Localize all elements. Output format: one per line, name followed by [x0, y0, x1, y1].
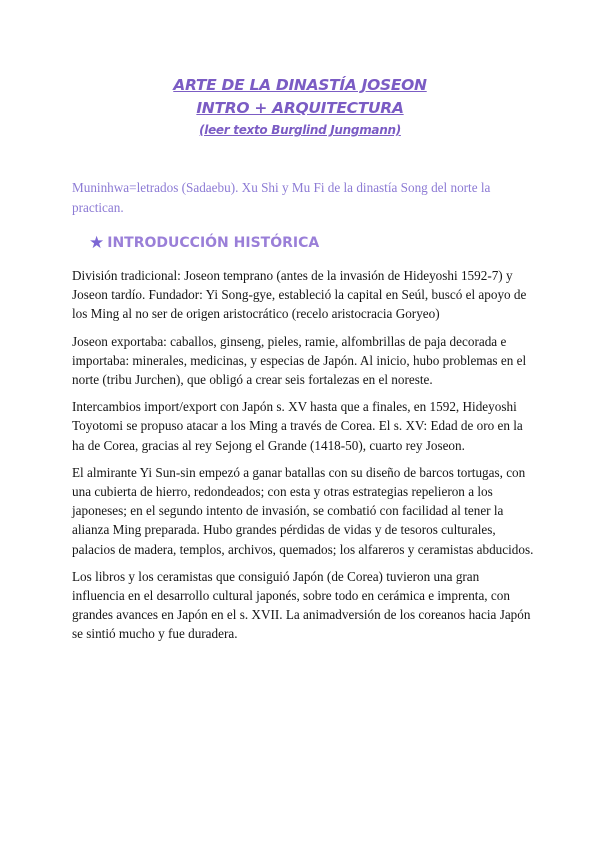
- body-text: [72, 266, 534, 652]
- intro-note: Muninhwa=letrados (Sadaebu). Xu Shi y Mu Fi de la dinastía Song del norte la practican.: [72, 180, 491, 215]
- main-title: ARTE DE LA DINASTÍA JOSEON: [173, 76, 427, 94]
- star-icon: ★: [89, 233, 105, 253]
- section-heading: [89, 233, 319, 253]
- paragraph: El almirante Yi Sun-sin empezó a ganar batallas con su diseño de barcos tortugas, con una cubierta de hierro, redondeados; con esta y otras estrategias repelieron a los japoneses; en el segundo intento de invasión, se combatió con facilidad al tener la alianza Ming preparada. Hubo grandes pérdidas de vidas y de tesoros culturales, palacios de madera, templos, archivos, quemados; los alfareros y ceramistas abducidos.: [72, 464, 534, 557]
- paragraph: Joseon exportaba: caballos, ginseng, pieles, ramie, alfombrillas de paja decorada e importaba: minerales, medicinas, y especias de Japón. Al inicio, hubo problemas en el norte (tribu Jurchen), que obligó a crear seis fortalezas en el noreste.: [72, 333, 527, 388]
- reading-reference: (leer texto Burglind Jungmann): [199, 123, 401, 137]
- section-heading-label: INTRODUCCIÓN HISTÓRICA: [107, 235, 320, 251]
- paragraph: División tradicional: Joseon temprano (antes de la invasión de Hideyoshi 1592-7) y Joseon tardío. Fundador: Yi Song-gye, estableció la capital en Seúl, buscó el apoyo de los Ming al no ser de origen aristocrático (recelo aristocracia Goryeo): [72, 268, 527, 322]
- title-block: [0, 74, 600, 140]
- paragraph: Los libros y los ceramistas que consiguió Japón (de Corea) tuvieron una gran influencia en el desarrollo cultural japonés, sobre todo en cerámica e imprenta, con grandes avances en Japón en el s. XVII. La animadversión de los coreanos hacia Japón se sintió mucho y fue duradera.: [72, 568, 531, 642]
- paragraph: Intercambios import/export con Japón s. XV hasta que a finales, en 1592, Hideyoshi Toyotomi se propuso atacar a los Ming a través de Corea. El s. XV: Edad de oro en la ha de Corea, gracias al rey Sejong el Grande (1418-50), cuarto rey Joseon.: [72, 399, 523, 453]
- subtitle: INTRO + ARQUITECTURA: [196, 99, 404, 117]
